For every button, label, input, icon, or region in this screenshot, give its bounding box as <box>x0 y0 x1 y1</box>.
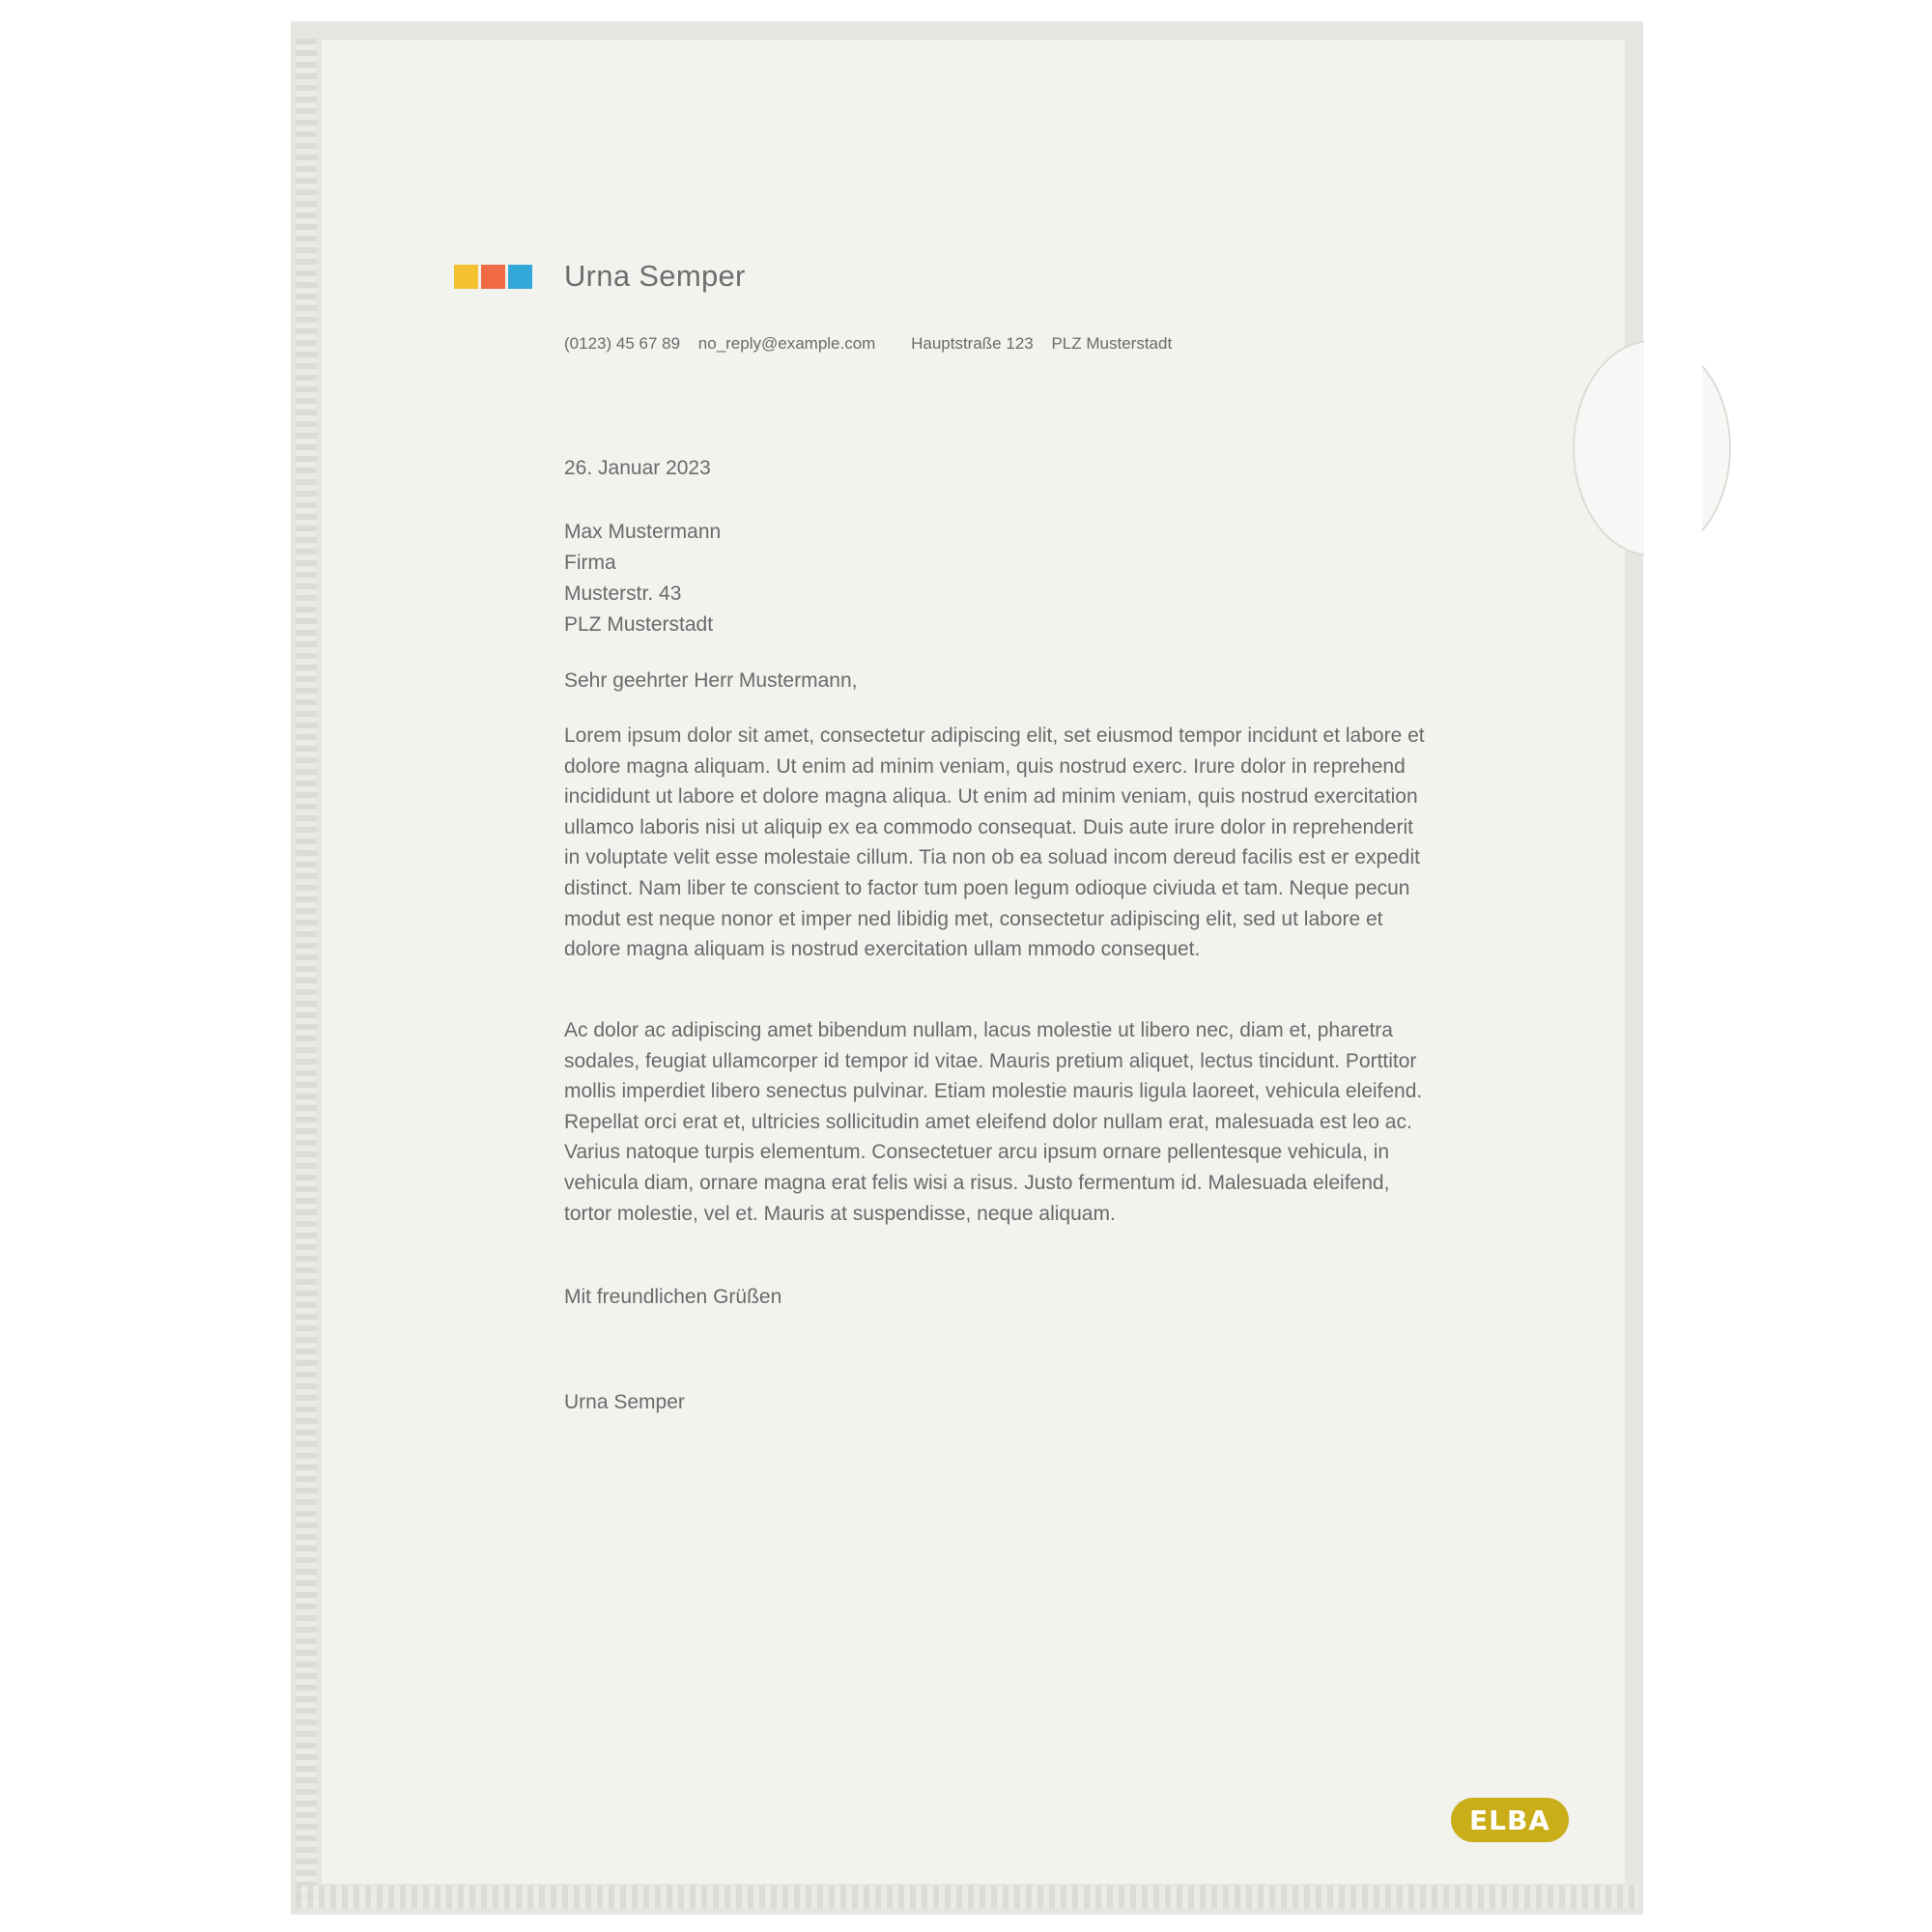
body-paragraph-1: Lorem ipsum dolor sit amet, consectetur adipiscing elit, set eiusmod tempor incidunt et labore et dolore magna aliquam. Ut enim ad minim veniam, quis nostrud exerc. Irure dolor in reprehend incididunt ut labore et dolore magna aliqua. Ut enim ad minim veniam, quis nostrud exercitation ullamco laboris nisi ut aliquip ex ea commodo consequat. Duis aute irure dolor in reprehenderit in voluptate velit esse molestaie cillum. Tia non ob ea soluad incom dereud facilis est er expedit distinct. Nam liber te conscient to factor tum poen legum odioque civiuda et tam. Neque pecun modut est neque nonor et imper ned libidig met, consectetur adipiscing elit, sed ut labore et dolore magna aliquam is nostrud exercitation ullam mmodo consequet. <box>564 724 1425 961</box>
closing: Mit freundlichen Grüßen <box>564 1286 782 1308</box>
sender-city: PLZ Musterstadt <box>1051 334 1173 353</box>
letterhead-logo-icon <box>454 265 532 289</box>
recipient-city: PLZ Musterstadt <box>564 613 714 636</box>
sender-phone: (0123) 45 67 89 <box>564 334 681 353</box>
sender-contact-line <box>564 334 1185 354</box>
sender-name: Urna Semper <box>564 259 746 293</box>
recipient-address <box>564 517 721 640</box>
salutation: Sehr geehrter Herr Mustermann, <box>564 669 858 692</box>
recipient-name: Max Mustermann <box>564 521 722 543</box>
sleeve-weld-bottom <box>296 1886 1638 1909</box>
logo-square-orange <box>481 265 505 289</box>
brand-logo <box>1451 1798 1569 1842</box>
signature-name: Urna Semper <box>564 1391 685 1413</box>
body-paragraph-2: Ac dolor ac adipiscing amet bibendum nullam, lacus molestie ut libero nec, diam et, pharetra sodales, feugiat ullamcorper id tempor id vitae. Mauris pretium aliquet, lectus tincidunt. Porttitor mollis imperdiet libero senectus pulvinar. Etiam molestie mauris ligula laoreet, vehicula eleifend. Repellat orci erat et, ultricies sollicitudin amet eleifend dolor nullam erat, malesuada est leo ac. Varius natoque turpis elementum. Consectetuer arcu ipsum ornare pellentesque vehicula, in vehicula diam, ornare magna erat felis wisi a risus. Justo fermentum id. Malesuada eleifend, tortor molestie, vel et. Mauris at suspendisse, neque aliquam. <box>564 1019 1423 1225</box>
sleeve-weld-left <box>296 39 317 1905</box>
logo-square-blue <box>508 265 532 289</box>
letter-date: 26. Januar 2023 <box>564 457 711 479</box>
brand-logo-text: ELBA <box>1469 1804 1550 1836</box>
recipient-company: Firma <box>564 552 616 574</box>
logo-square-yellow <box>454 265 478 289</box>
sender-email: no_reply@example.com <box>697 334 876 353</box>
sender-street: Hauptstraße 123 <box>911 334 1034 353</box>
recipient-street: Musterstr. 43 <box>564 582 682 605</box>
